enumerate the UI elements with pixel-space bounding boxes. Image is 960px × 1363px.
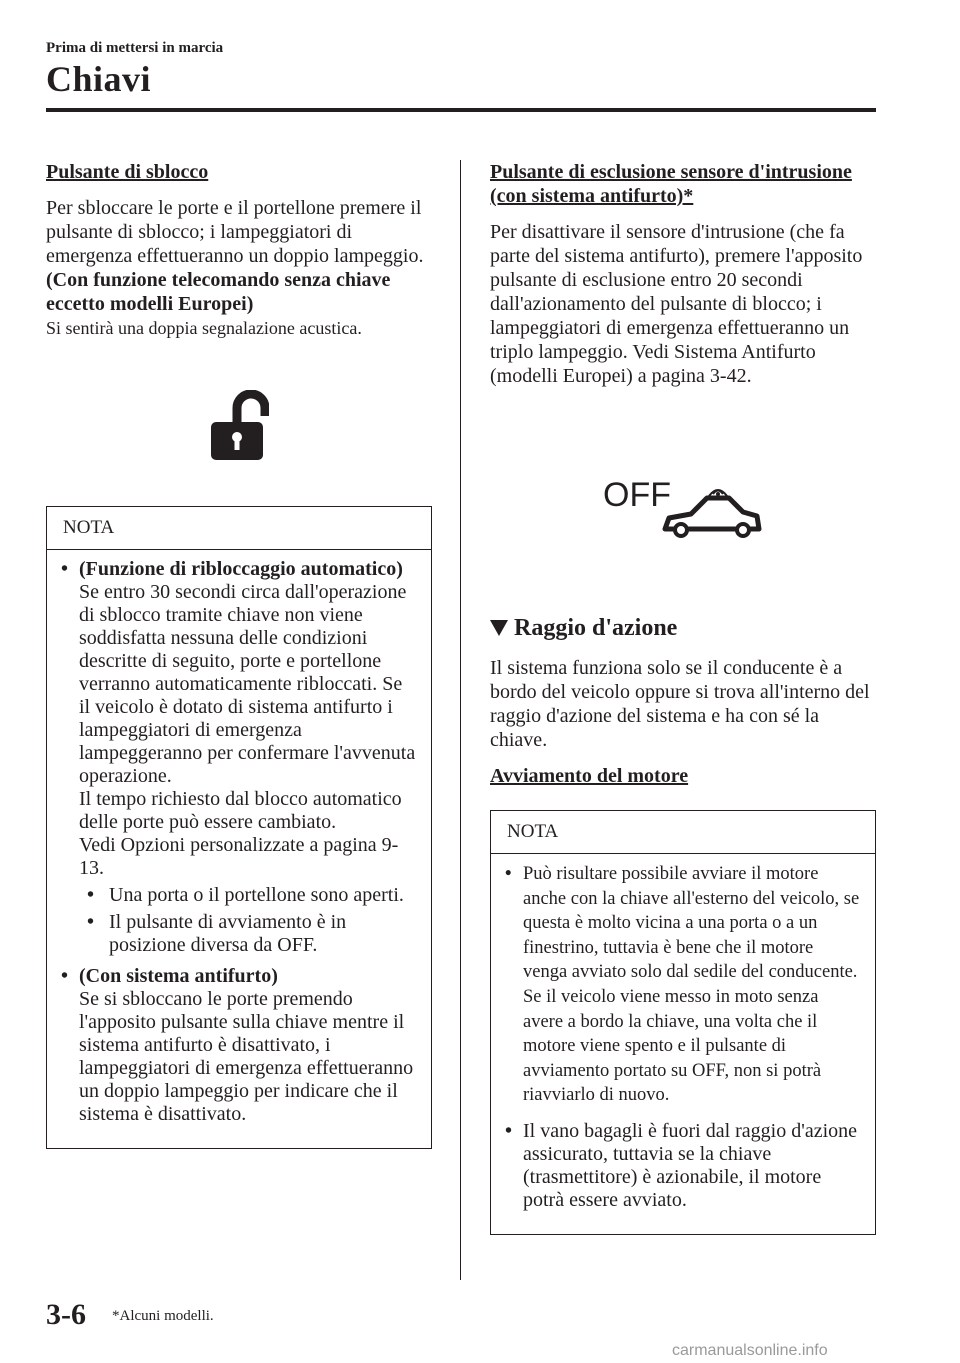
section-title: Chiavi	[46, 59, 152, 99]
nota-box-left	[46, 506, 432, 1149]
footnote: *Alcuni modelli.	[112, 1308, 214, 1324]
intrusion-paragraph: Per disattivare il sensore d'intrusione (che fa parte del sistema antifurto), premere l'apposito pulsante di esclusione entro 20 secondi dall'azionamento del pulsante di blocco; i lampeggiatori di emergenza effettueranno un triplo lampeggio. Vedi Sistema Antifurto (modelli Europei) a pagina 3-42.	[490, 221, 863, 387]
title-rule	[46, 108, 876, 112]
auto-relock-title: (Funzione di ribloccaggio automatico)	[79, 558, 403, 580]
off-label: OFF	[603, 476, 671, 514]
column-divider	[460, 160, 461, 1280]
beep-paragraph: Si sentirà una doppia segnalazione acustica.	[46, 318, 362, 338]
nota-bullet: • (Con sistema antifurto) Se si sbloccano le porte premendo l'apposito pulsante sulla chiave mentre il sistema antifurto è disattivato, i lampeggiatori di emergenza effettueranno un doppio lampeggio per indicare che il sistema è disattivato.	[61, 965, 417, 1126]
nota-label: NOTA	[491, 811, 875, 854]
watermark: carmanualsonline.info	[672, 1342, 828, 1359]
triangle-down-icon	[490, 620, 508, 636]
page-number: 3-6	[46, 1298, 86, 1331]
intrusion-sensor-car-icon	[603, 474, 763, 544]
unlock-button-subhead: Pulsante di sblocco	[46, 161, 209, 183]
right-column	[490, 160, 876, 1235]
engine-start-subhead: Avviamento del motore	[490, 765, 689, 787]
nota-label: NOTA	[47, 507, 431, 550]
range-heading: Raggio d'azione	[490, 614, 876, 642]
unlock-figure	[46, 390, 432, 462]
unlock-icon	[209, 390, 269, 462]
range-paragraph: Il sistema funziona solo se il conducente è a bordo del veicolo oppure si trova all'interno del raggio d'azione del sistema e ha con sé la chiave.	[490, 657, 870, 751]
running-head: Prima di mettersi in marcia	[46, 40, 224, 56]
sub-bullet: • Una porta o il portellone sono aperti.	[87, 884, 404, 906]
engine-start-note-2: Se il veicolo viene messo in moto senza avere a bordo la chiave, una volta che il motore viene spento e il pulsante di avviamento portato su OFF, non si potrà riavviarlo di nuovo.	[523, 986, 822, 1106]
nota-bullet: • Il vano bagagli è fuori dal raggio d'azione assicurato, tuttavia se la chiave (trasmettitore) è azionabile, il motore potrà essere avviato.	[505, 1120, 861, 1212]
nota-bullet: • (Funzione di ribloccaggio automatico) Se entro 30 secondi circa dall'operazione di sblocco tramite chiave non viene soddisfatta nessuna delle condizioni descritte di seguito, porte e portellone verranno automaticamente ribloccati. Se il veicolo è dotato di sistema antifurto i lampeggiatori di emergenza lampeggeranno per confermare l'avvenuta operazione. Il tempo richiesto dal blocco automatico delle porte può essere cambiato. Vedi Opzioni personalizzate a pagina 9-13. • Una porta o il portellone sono aperti. • Il pulsante di avviamento è in posizione diversa da OFF.	[61, 558, 416, 956]
antitheft-text: Se si sbloccano le porte premendo l'apposito pulsante sulla chiave mentre il sistema antifurto è disattivato, i lampeggiatori di emergenza effettueranno un doppio lampeggio per indicare che il sistema è disattivato.	[79, 988, 414, 1125]
engine-start-note: Può risultare possibile avviare il motore anche con la chiave all'esterno del veicolo, se questa è molto vicina a una porta o a un finestrino, tuttavia è bene che il motore venga avviato solo dal sedile del conducente.	[523, 864, 860, 983]
nota-box-right	[490, 810, 876, 1235]
luggage-note: Il vano bagagli è fuori dal raggio d'azione assicurato, tuttavia se la chiave (trasmettitore) è azionabile, il motore potrà essere avviato.	[523, 1119, 858, 1211]
auto-relock-text: Se entro 30 secondi circa dall'operazione di sblocco tramite chiave non viene soddisfatta nessuna delle condizioni descritte di seguito, porte e portellone verranno automaticamente ribloccati. Se il veicolo è dotato di sistema antifurto i lampeggiatori di emergenza lampeggeranno per confermare l'avvenuta operazione.	[79, 581, 416, 787]
nota-bullet: • Può risultare possibile avviare il motore anche con la chiave all'esterno del veicolo, se questa è molto vicina a una porta o a un finestrino, tuttavia è bene che il motore venga avviato solo dal sedile del conducente. Se il veicolo viene messo in moto senza avere a bordo la chiave, una volta che il motore viene spento e il pulsante di avviamento portato su OFF, non si potrà riavviarlo di nuovo.	[505, 862, 861, 1108]
left-column	[46, 160, 432, 1149]
sub-bullet: • Il pulsante di avviamento è in posizione diversa da OFF.	[87, 911, 347, 956]
auto-relock-text-2: Il tempo richiesto dal blocco automatico delle porte può essere cambiato.	[79, 788, 402, 833]
off-button-figure	[490, 474, 876, 544]
unlock-paragraph: Per sbloccare le porte e il portellone premere il pulsante di sblocco; i lampeggiatori di emergenza effettueranno un doppio lampeggio.	[46, 197, 424, 267]
intrusion-sensor-subhead: Pulsante di esclusione sensore d'intrusione (con sistema antifurto)*	[490, 161, 852, 207]
antitheft-title: (Con sistema antifurto)	[79, 965, 278, 987]
keyless-note-heading: (Con funzione telecomando senza chiave eccetto modelli Europei)	[46, 269, 391, 315]
auto-relock-text-3: Vedi Opzioni personalizzate a pagina 9-13.	[79, 834, 399, 879]
